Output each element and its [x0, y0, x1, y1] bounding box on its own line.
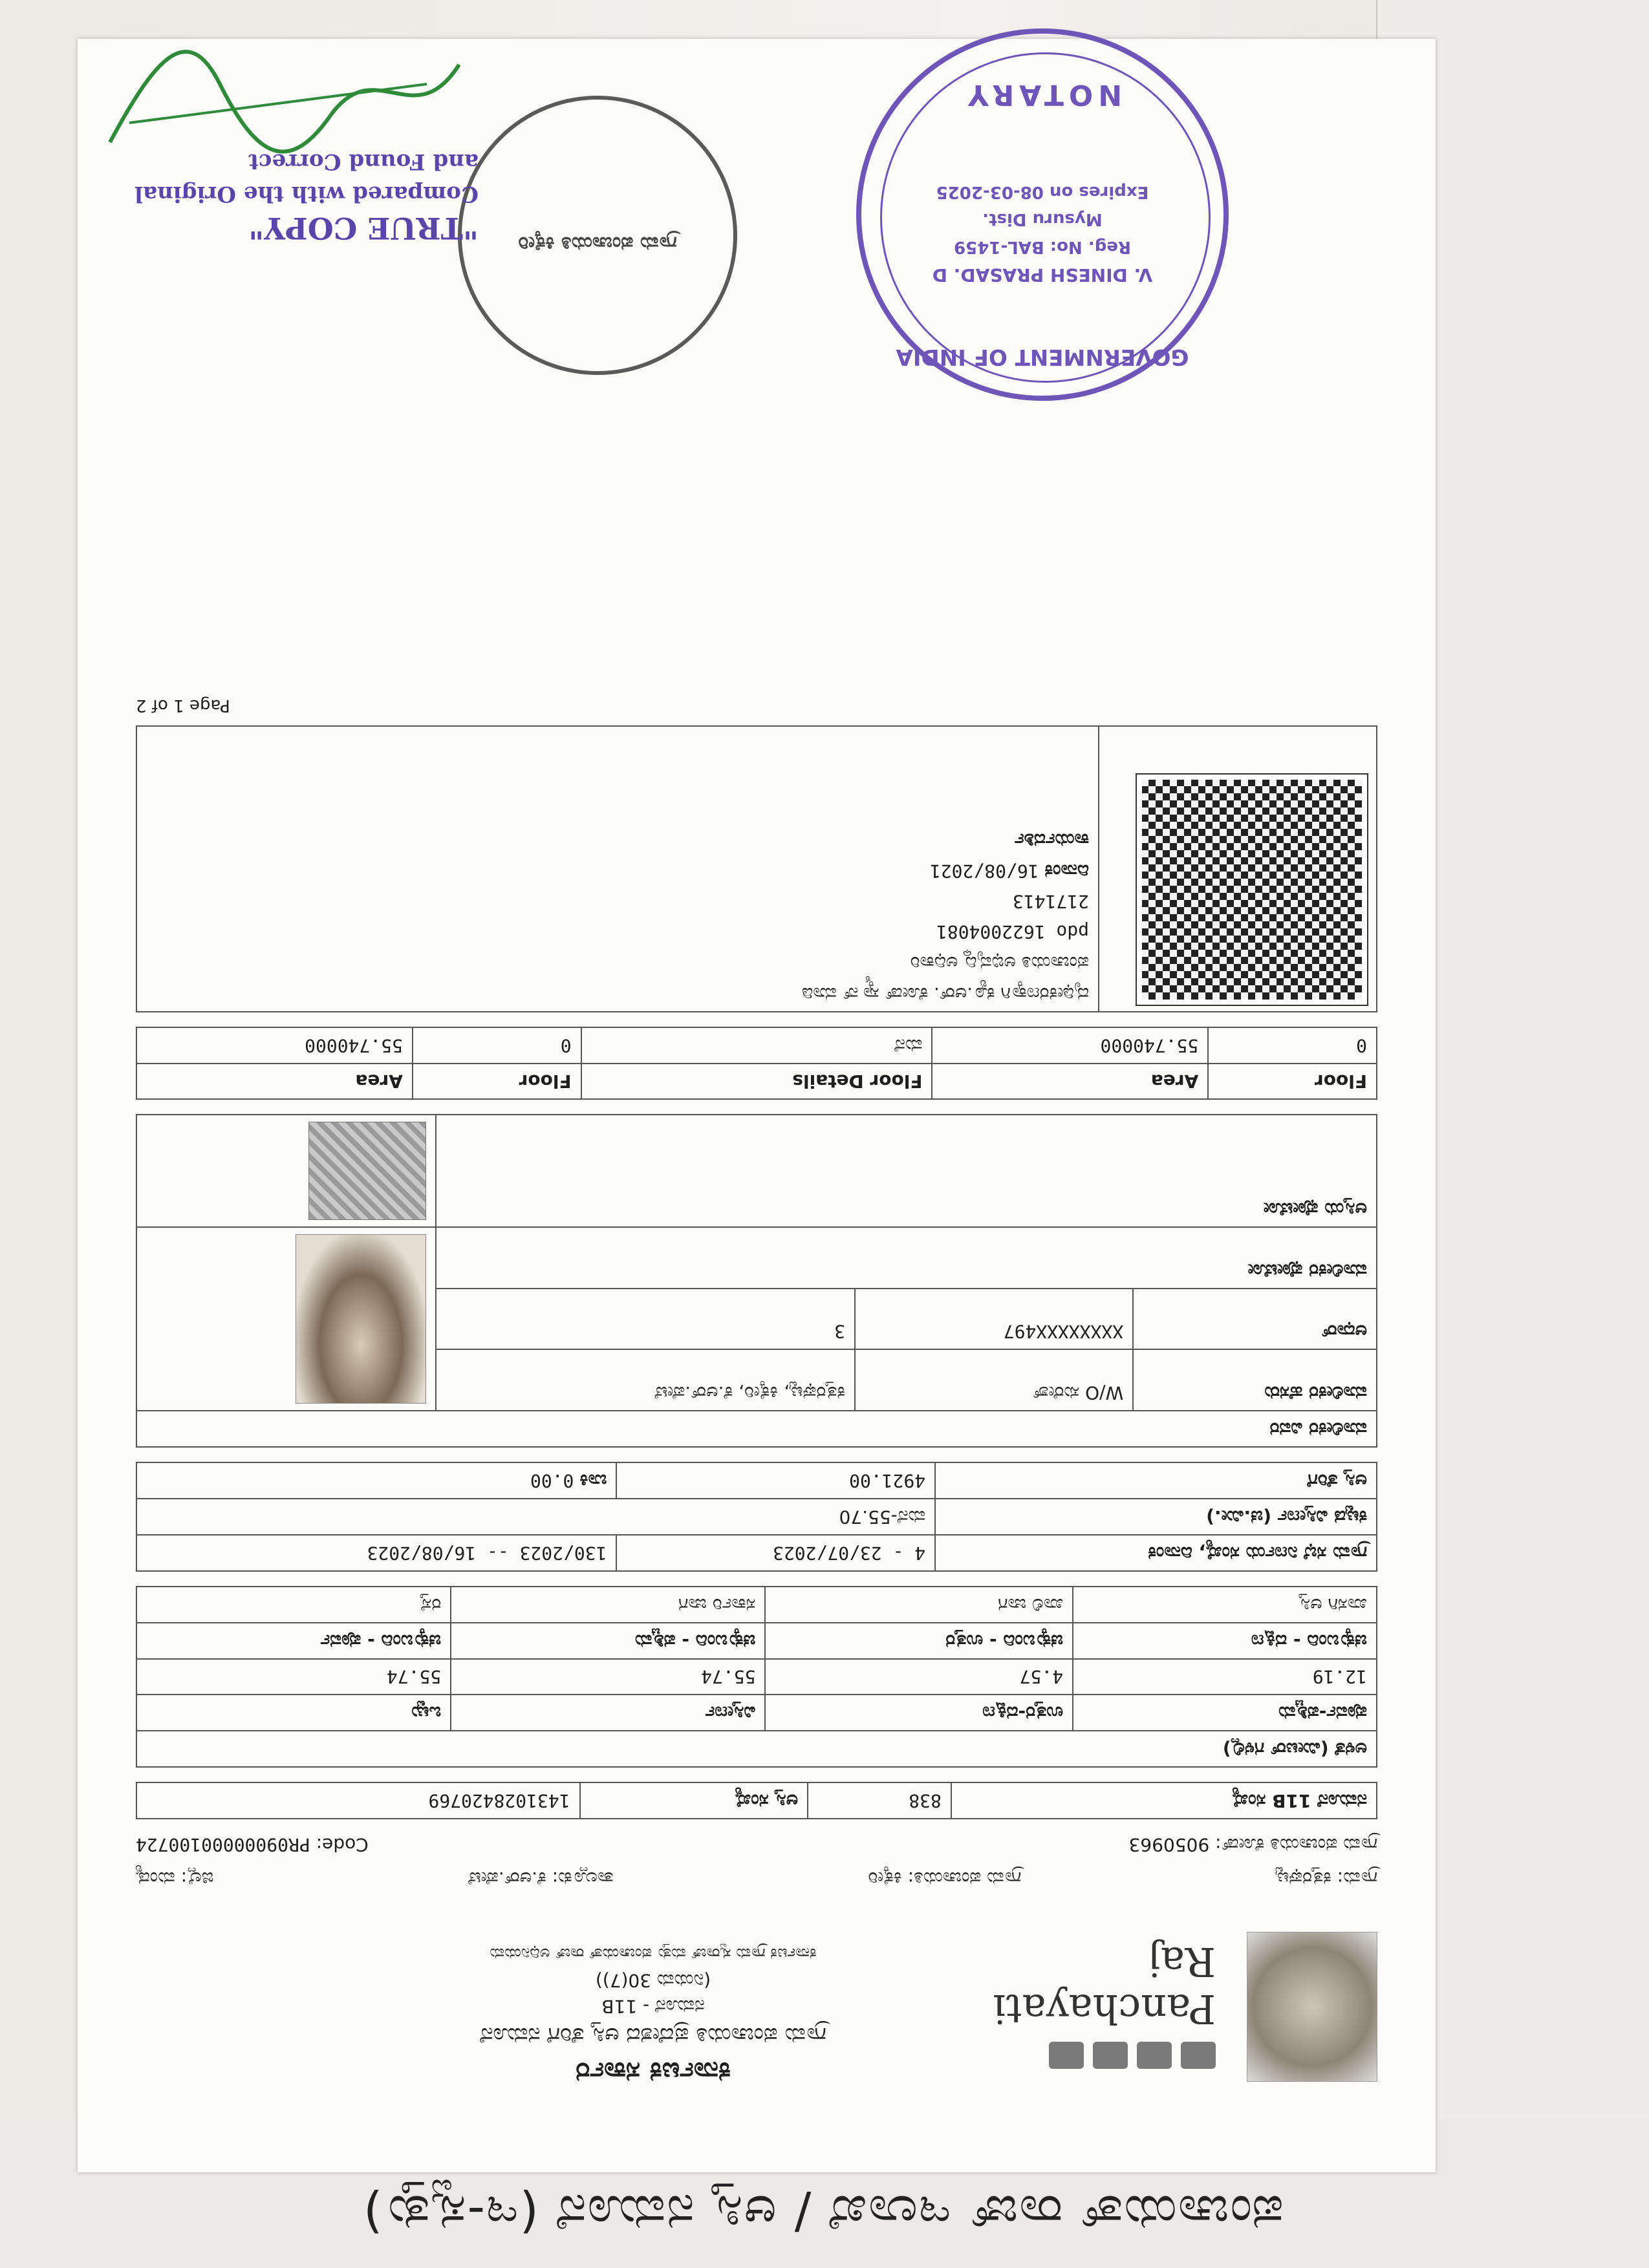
dim-total: 55.74 — [136, 1659, 451, 1695]
col-total: ಒಟ್ಟು — [136, 1695, 451, 1731]
owner-header: ಮಾಲೀಕರ ವಿವರ — [136, 1411, 1377, 1447]
bottom-heading: ಪಂಚಾಯತ್ ರಾಜ್ ಇಲಾಖೆ / ಆಸ್ತಿ ನಮೂನೆ (ಇ-ಸ್ವತ್ತು) — [362, 2185, 1284, 2242]
floor-right-area: 55.740000 — [932, 1027, 1208, 1064]
form-body — [136, 696, 1377, 2095]
notary-top: GOVERNMENT OF INDIA — [896, 344, 1189, 370]
dim-ns: 4.57 — [765, 1659, 1073, 1695]
arrears-label: ಬಾಕಿ — [579, 1470, 607, 1492]
brand-name: Panchayati Raj — [993, 1938, 1216, 2033]
round-stamp-text: ಗ್ರಾಮ ಪಂಚಾಯತಿ ಕಿಕ್ಕೇರಿ — [518, 232, 677, 255]
boundary-west: ಸರ್ಕಾರಿ ಜಾಗ — [451, 1587, 765, 1623]
notary-dist: Mysuru Dist. — [982, 209, 1103, 229]
resolution-table — [136, 1462, 1377, 1572]
panchayat-round-stamp — [458, 96, 737, 375]
property-table — [136, 1782, 1377, 1819]
verify-text: ಪಂಚಾಯತಿ ಅಭಿವೃದ್ಧಿ ಅಧಿಕಾರಿ — [910, 952, 1089, 974]
area-col-1: Area — [932, 1064, 1208, 1099]
qr-caption: ದೃಢೀಕರಣಕ್ಕಾಗಿ ಕ್ಯೂ.ಆರ್. ಕೋಡ್ ಸ್ಕ್ಯಾನ್ ಮಾಡಿ — [801, 983, 1089, 1005]
owner-photo — [296, 1234, 426, 1404]
col-area: ವಿಸ್ತೀರ್ಣ — [451, 1695, 765, 1731]
logo-mark-icon — [1009, 2042, 1216, 2069]
property-id-label: Code: — [316, 1834, 369, 1856]
location-row — [136, 1867, 1377, 1889]
panchayat-code: ಗ್ರಾಮ ಪಂಚಾಯತಿ ಕೋಡ್: 9050963 — [1128, 1834, 1377, 1856]
boundary-west-label: ಚಕ್ಕುಬಂದಿ - ಪಶ್ಚಿಮ — [451, 1623, 765, 1659]
owner-address: ಕತ್ತರಘಟ್ಟ, ಕಿಕ್ಕೇರಿ, ಕೆ.ಆರ್.ಪೇಟೆ — [436, 1349, 855, 1411]
boundary-south: ಖಾಸಗಿ ಆಸ್ತಿ — [1073, 1587, 1377, 1623]
green-signature — [103, 45, 466, 162]
secretary-label: ಕಾರ್ಯದರ್ಶಿ — [1015, 829, 1089, 851]
resolution-label: ಗ್ರಾಮ ಸಭೆ ನಿರ್ಣಯ ಸಂಖ್ಯೆ, ದಿನಾಂಕ — [935, 1535, 1377, 1571]
builtup-value: ಮನೆ-55.70 — [136, 1499, 935, 1535]
floor-table — [136, 1027, 1377, 1100]
title-line-2: ಗ್ರಾಮ ಪಂಚಾಯತಿ ಪ್ರದೇಶದ ಆಸ್ತಿ ತೆರಿಗೆ ನಮೂನೆ — [480, 2022, 826, 2048]
taluk: ತಾಲ್ಲೂಕು: ಕೆ.ಆರ್.ಪೇಟೆ — [468, 1868, 614, 1889]
dim-area: 55.74 — [451, 1659, 765, 1695]
pdo-label: pdo 1622004081 — [936, 921, 1089, 943]
document-upright-content — [78, 39, 1436, 2172]
property-no-label: ಆಸ್ತಿ ಸಂಖ್ಯೆ — [580, 1782, 808, 1819]
title-line-4: (ನಿಯಮ 30(7)) — [595, 1970, 711, 1991]
dim-ew: 12.19 — [1073, 1659, 1377, 1695]
owner-name-label: ಮಾಲೀಕರ ಹೆಸರು — [1133, 1349, 1377, 1411]
boundary-south-label: ಚಕ್ಕುಬಂದಿ - ದಕ್ಷಿಣ — [1073, 1623, 1377, 1659]
property-no: 1431028420769 — [136, 1782, 580, 1819]
notary-expiry: Expires on 08-03-2025 — [936, 182, 1149, 202]
floor-left-area: 55.740000 — [136, 1027, 413, 1064]
signature-table — [136, 725, 1377, 1012]
document-page — [78, 39, 1436, 2172]
document-header — [136, 1901, 1377, 2095]
resolution-value: 4 - 23/07/2023 — [616, 1535, 935, 1571]
issued-date: 16/08/2021 — [929, 861, 1039, 882]
title-line-3: ನಮೂನೆ - 11B — [601, 1996, 705, 2017]
property-id: PR09000000100724 — [136, 1834, 310, 1856]
aadhaar-value: XXXXXXXX497 — [855, 1289, 1133, 1350]
notary-bottom: NOTARY — [962, 78, 1123, 111]
found-correct-stamp: and Found Correct — [248, 149, 479, 175]
floor-left-no: 0 — [413, 1027, 581, 1064]
tax-value: 4921.00 — [616, 1462, 935, 1499]
aadhaar-label: ಆಧಾರ್ — [1133, 1289, 1377, 1350]
floor-right-no: 0 — [1208, 1027, 1377, 1064]
notary-name: V. DINESH PRASAD. D — [932, 264, 1153, 286]
owner-relation: W/O ಸುರೇಶ್ — [855, 1349, 1133, 1411]
property-photo — [308, 1122, 426, 1220]
title-line-1: ಕರ್ನಾಟಕ ಸರ್ಕಾರ — [576, 2057, 731, 2088]
government-emblem-icon — [1247, 1932, 1377, 2082]
district: ಜಿಲ್ಲೆ: ಮಂಡ್ಯ — [136, 1868, 214, 1889]
tax-label: ಆಸ್ತಿ ತೆರಿಗೆ — [935, 1462, 1377, 1499]
floor-details-label: Floor Details — [581, 1064, 932, 1099]
col-east-west: ಪೂರ್ವ-ಪಶ್ಚಿಮ — [1073, 1695, 1377, 1731]
village: ಗ್ರಾಮ: ಕತ್ತರಘಟ್ಟ — [1275, 1868, 1377, 1889]
form-label: ನಮೂನೆ 11B ಸಂಖ್ಯೆ — [951, 1782, 1377, 1819]
approval-value: 130/2023 -- 16/08/2023 — [136, 1535, 616, 1571]
pdo-number: 2171413 — [1012, 891, 1089, 912]
boundary-east-label: ಚಕ್ಕುಬಂದಿ - ಪೂರ್ವ — [136, 1623, 451, 1659]
notary-reg: Reg. No: BAL-1459 — [954, 237, 1131, 257]
page-label: Page 1 of 2 — [136, 696, 230, 715]
issued-date-label: ದಿನಾಂಕ — [1044, 861, 1089, 882]
boundary-north-label: ಚಕ್ಕುಬಂದಿ - ಉತ್ತರ — [765, 1623, 1073, 1659]
floor-col-1: Floor — [1208, 1064, 1377, 1099]
floor-col-2: Floor — [413, 1064, 581, 1099]
form-value: 838 — [808, 1782, 951, 1819]
builtup-label: ಕಟ್ಟಡ ವಿಸ್ತೀರ್ಣ (ಚ.ಮೀ.) — [935, 1499, 1377, 1535]
area-col-2: Area — [136, 1064, 413, 1099]
gram-panchayat: ಗ್ರಾಮ ಪಂಚಾಯತಿ: ಕಿಕ್ಕೇರಿ — [868, 1868, 1022, 1889]
dimension-table — [136, 1586, 1377, 1768]
notary-stamp — [856, 28, 1229, 401]
boundary-north: ಖಾಲಿ ಜಾಗ — [765, 1587, 1073, 1623]
code-row — [136, 1834, 1377, 1856]
qr-code — [1137, 775, 1367, 1005]
col-north-south: ಉತ್ತರ-ದಕ್ಷಿಣ — [765, 1695, 1073, 1731]
property-photo-label: ಆಸ್ತಿಯ ಫೋಟೋ — [436, 1115, 1377, 1227]
arrears-value: 0.00 — [530, 1470, 574, 1492]
photo-label: ಮಾಲೀಕರ ಫೋಟೋ — [436, 1227, 1377, 1289]
true-copy-stamp: "TRUE COPY" — [248, 211, 479, 246]
boundary-east: ರಸ್ತೆ — [136, 1587, 451, 1623]
title-line-5: ಕರ್ನಾಟಕ ಗ್ರಾಮ ಸ್ವರಾಜ್ ಮತ್ತು ಪಂಚಾಯತ್ ರಾಜ್ ಅಧಿನಿಯಮ — [490, 1945, 817, 1963]
compared-stamp: Compared with the Original — [135, 181, 479, 207]
title-block — [330, 1945, 976, 2088]
panchayati-raj-logo — [993, 1938, 1216, 2069]
owner-count: 3 — [436, 1289, 855, 1350]
floor-type: ಮನೆ — [581, 1027, 932, 1064]
owner-table — [136, 1114, 1377, 1448]
dimension-label: ಅಳತೆ (ಮೀಟರ್ ಗಳಲ್ಲಿ) — [136, 1731, 1377, 1767]
